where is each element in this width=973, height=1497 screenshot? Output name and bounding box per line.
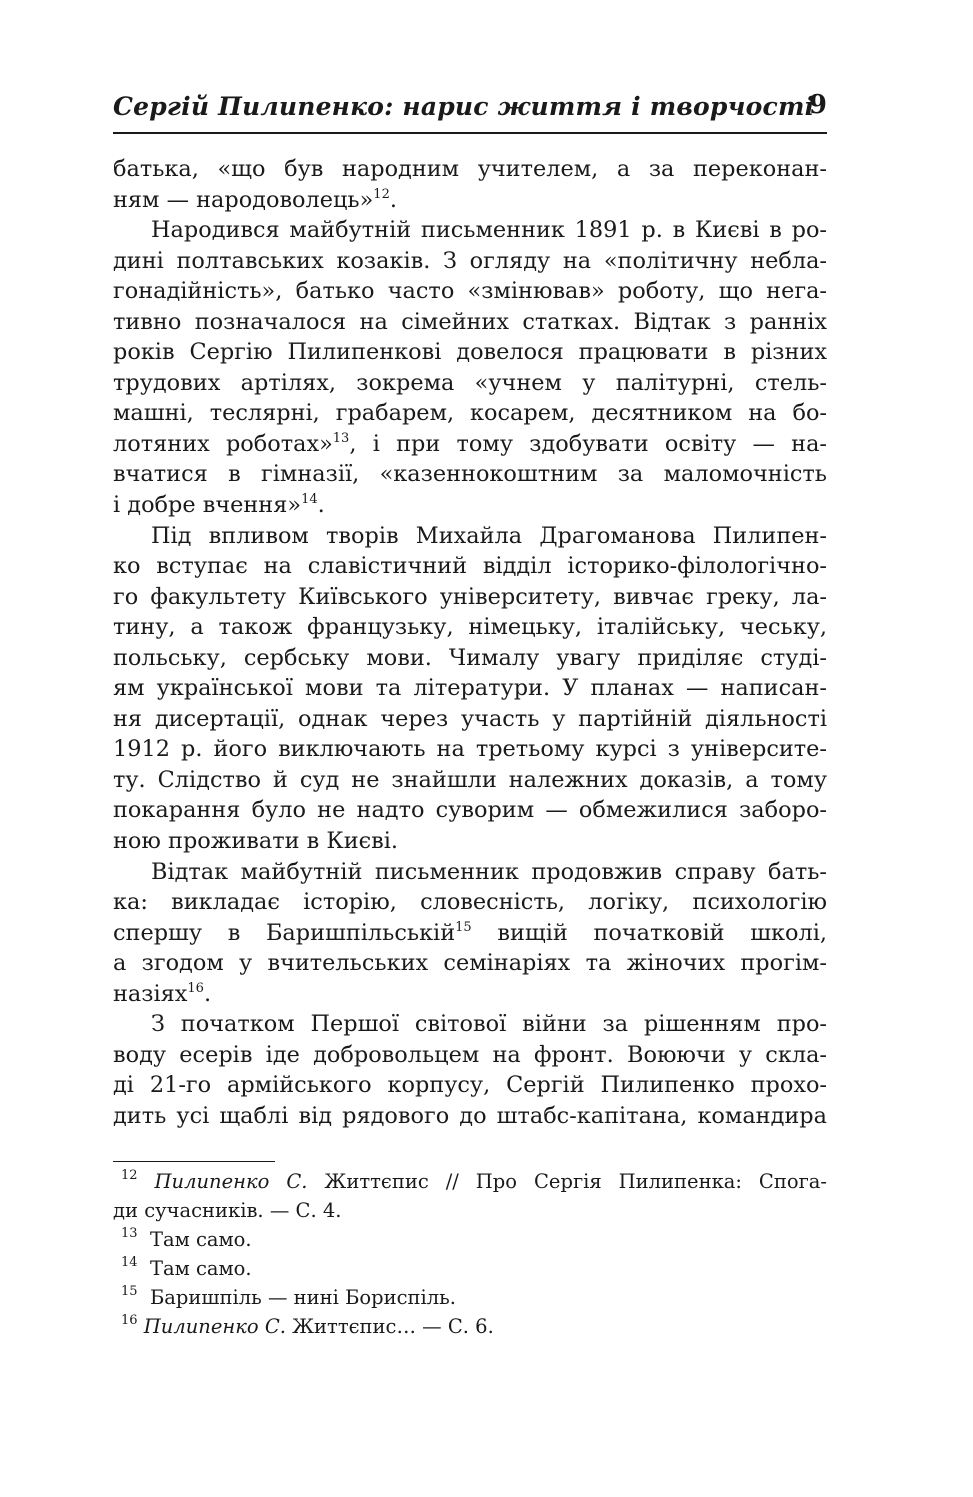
- text-line: Під впливом творів Михайла Драгоманова Пилипен-: [151, 522, 827, 549]
- footnote-number: 16: [121, 1313, 138, 1328]
- text-line: [113, 918, 827, 949]
- text-segment: назіях: [113, 980, 188, 1007]
- text-segment: вищій початковій школі,: [471, 919, 828, 946]
- text-segment: лотяних роботах»: [113, 430, 333, 457]
- text-line: а згодом у вчительських семінаріях та жіночих прогім-: [113, 950, 827, 977]
- text-line: [113, 490, 827, 521]
- text-line: вчатися в гімназії, «казеннокоштним за маломочність: [113, 461, 827, 488]
- text-line: ді 21-го армійського корпусу, Сергій Пилипенко прохо-: [113, 1072, 827, 1099]
- running-head: [113, 88, 827, 134]
- footnote-12-cont: ди сучасників. — С. 4.: [113, 1199, 342, 1222]
- footnote-divider: [113, 1161, 275, 1162]
- text-line: років Сергію Пилипенкові довелося працювати в різних: [113, 339, 827, 366]
- footnote-ref[interactable]: 16: [187, 980, 204, 996]
- text-line: дині полтавських козаків. З огляду на «політичну небла-: [113, 247, 827, 274]
- text-line: ка: викладає історію, словесність, логіку, психологію: [113, 889, 827, 916]
- text-line: трудових артілях, зокрема «учнем у палітурні, стель-: [113, 369, 827, 396]
- text-line: машні, теслярні, грабарем, косарем, десятником на бо-: [113, 400, 827, 427]
- main-text: [113, 154, 827, 1132]
- footnote-ref[interactable]: 12: [373, 186, 390, 202]
- footnotes: [113, 1167, 827, 1341]
- footnote-12: [113, 1167, 827, 1196]
- footnote-16: [113, 1312, 827, 1341]
- text-segment: і добре вчення»: [113, 492, 302, 519]
- text-line: ту. Слідство й суд не знайшли належних доказів, а тому: [113, 766, 827, 793]
- text-line: дить усі щаблі від рядового до штабс-капітана, командира: [113, 1102, 827, 1129]
- text-line: ною проживати в Києві.: [113, 828, 399, 855]
- text-line: З початком Першої світової війни за рішенням про-: [151, 1011, 827, 1038]
- text-segment: ням — народоволець»: [113, 186, 374, 213]
- text-segment: .: [203, 980, 212, 1007]
- text-line: ям української мови та літератури. У планах — написан-: [113, 675, 827, 702]
- text-line: тивно позначалося на сімейних статках. Відтак з ранніх: [113, 308, 827, 335]
- footnote-15: [113, 1283, 827, 1312]
- footnote-text: Життєпис // Про Сергія Пилипенка: Спога-: [307, 1170, 828, 1193]
- footnote-text: Там само.: [143, 1228, 252, 1251]
- text-line: тину, а також французьку, німецьку, італійську, чеську,: [113, 614, 827, 641]
- footnote-author: Пилипенко С.: [143, 1315, 286, 1338]
- text-line: [113, 429, 827, 460]
- text-line: ня дисертації, однак через участь у партійній діяльності: [113, 705, 827, 732]
- footnote-number: 14: [121, 1255, 138, 1270]
- footnote-ref[interactable]: 14: [301, 492, 318, 508]
- text-line: гонадійність», батько часто «змінював» роботу, що нега-: [113, 278, 827, 305]
- text-line: воду есерів іде добровольцем на фронт. Воюючи у скла-: [113, 1041, 827, 1068]
- text-line: ко вступає на славістичний відділ історико-філологічно-: [113, 553, 827, 580]
- footnote-text: Життєпис… — С. 6.: [285, 1315, 494, 1338]
- footnote-ref[interactable]: 13: [332, 430, 350, 446]
- text-line: го факультету Київського університету, вивчає греку, ла-: [113, 583, 827, 610]
- footnote-ref[interactable]: 15: [455, 919, 472, 935]
- footnote-text: Там само.: [143, 1257, 252, 1280]
- text-line: Народився майбутній письменник 1891 р. в Києві в ро-: [151, 217, 827, 244]
- footnote-number: 12: [121, 1168, 138, 1183]
- footnote-14: [113, 1254, 827, 1283]
- footnote-number: 15: [121, 1284, 138, 1299]
- running-title: Сергій Пилипенко: нарис життя і творчості: [113, 92, 815, 121]
- footnote-number: 13: [121, 1226, 138, 1241]
- text-segment: .: [389, 186, 397, 213]
- footnote-text: Баришпіль — нині Бориспіль.: [143, 1286, 456, 1309]
- text-line: Відтак майбутній письменник продовжив справу бать-: [151, 858, 827, 885]
- text-segment: спершу в Баришпільській: [113, 919, 456, 946]
- text-line: 1912 р. його виключають на третьому курсі з університе-: [113, 736, 827, 763]
- text-line: польську, сербську мови. Чималу увагу приділяє студі-: [113, 644, 827, 671]
- text-line: [113, 185, 827, 216]
- text-line: батька, «що був народним учителем, а за переконан-: [113, 156, 827, 182]
- text-line: [113, 979, 827, 1010]
- text-line: покарання було не надто суворим — обмежилися заборо-: [113, 797, 827, 824]
- text-segment: .: [317, 492, 325, 519]
- text-segment: , і при тому здобувати освіту — на-: [349, 430, 827, 457]
- footnote-author: Пилипенко С.: [154, 1170, 308, 1193]
- page-number: 9: [808, 90, 827, 120]
- footnote-13: [113, 1225, 827, 1254]
